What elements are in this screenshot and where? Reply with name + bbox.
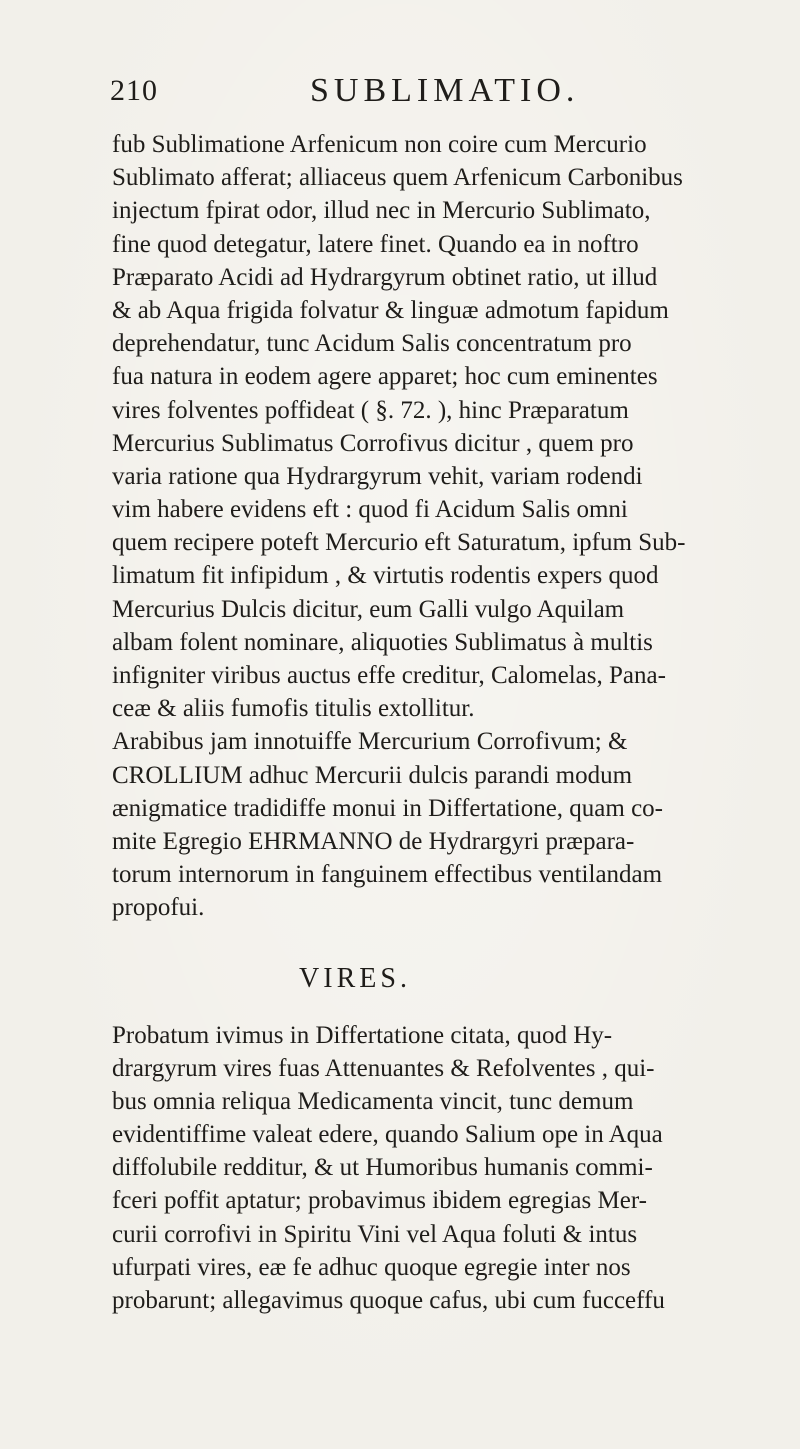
text-line: fub Sublimatione Arfenicum non coire cum Mercurio <box>112 131 647 158</box>
section-heading-vires: VIRES. <box>299 962 411 994</box>
text-line: diffolubile redditur, & ut Humoribus humanis commi- <box>112 1154 653 1182</box>
text-line: & ab Aqua frigida folvatur & linguæ admotum fapidum <box>112 296 669 324</box>
text-line: Probatum ivimus in Differtatione citata, quod Hy- <box>112 1021 613 1049</box>
text-line: ufurpati vires, eæ fe adhuc quoque egregie inter nos <box>112 1253 631 1281</box>
running-head: SUBLIMATIO. <box>310 72 580 109</box>
page-header <box>110 72 710 116</box>
page-number: 210 <box>110 74 158 107</box>
text-line: probarunt; allegavimus quoque cafus, ubi cum fucceffu <box>112 1287 665 1314</box>
text-line: varia ratione qua Hydrargyrum vehit, variam rodendi <box>112 462 643 490</box>
text-line: vires folventes poffideat ( §. 72. ), hinc Præparatum <box>112 396 629 424</box>
text-line: Arabibus jam innotuiffe Mercurium Corrofivum; & <box>112 728 628 756</box>
text-line: CROLLIUM adhuc Mercurii dulcis parandi modum <box>112 761 633 789</box>
text-line: ceæ & aliis fumofis titulis extollitur. <box>112 695 475 723</box>
text-line: injectum fpirat odor, illud nec in Mercurio Sublimato, <box>112 197 651 225</box>
text-line: vim habere evidens eft : quod fi Acidum Salis omni <box>112 496 628 524</box>
text-line: ænigmatice tradidiffe monui in Differtatione, quam co- <box>112 794 664 822</box>
text-line: mite Egregio EHRMANNO de Hydrargyri præpara- <box>112 827 635 855</box>
text-line: torum internorum in fanguinem effectibus ventilandam <box>112 861 663 889</box>
text-line: fua natura in eodem agere apparet; hoc cum eminentes <box>112 363 658 391</box>
text-line: propofui. <box>112 894 205 922</box>
text-line: bus omnia reliqua Medicamenta vincit, tunc demum <box>112 1087 634 1115</box>
text-line: drargyrum vires fuas Attenuantes & Refolventes , qui- <box>112 1054 655 1082</box>
text-line: Mercurius Dulcis dicitur, eum Galli vulgo Aquilam <box>112 595 625 623</box>
text-line: albam folent nominare, aliquoties Sublimatus à multis <box>112 628 653 656</box>
text-line: fine quod detegatur, latere finet. Quando ea in noftro <box>112 230 639 258</box>
paragraph-2 <box>112 1019 798 1318</box>
text-line: fceri poffit aptatur; probavimus ibidem egregias Mer- <box>112 1187 647 1215</box>
text-line: infigniter viribus auctus effe creditur, Calomelas, Pana- <box>112 662 666 689</box>
body-text <box>112 128 798 1317</box>
text-line: limatum fit infipidum , & virtutis rodentis expers quod <box>112 562 659 590</box>
paragraph-1 <box>112 128 798 925</box>
text-line: quem recipere poteft Mercurio eft Saturatum, ipfum Sub- <box>112 529 686 557</box>
text-line: curii corrofivi in Spiritu Vini vel Aqua foluti & intus <box>112 1220 638 1248</box>
text-line: evidentiffime valeat edere, quando Salium ope in Aqua <box>112 1121 663 1149</box>
text-line: Præparato Acidi ad Hydrargyrum obtinet ratio, ut illud <box>112 263 658 291</box>
text-line: Sublimato afferat; alliaceus quem Arfenicum Carbonibus <box>112 164 683 192</box>
text-line: Mercurius Sublimatus Corrofivus dicitur , quem pro <box>112 429 634 457</box>
text-line: deprehendatur, tunc Acidum Salis concentratum pro <box>112 330 632 358</box>
